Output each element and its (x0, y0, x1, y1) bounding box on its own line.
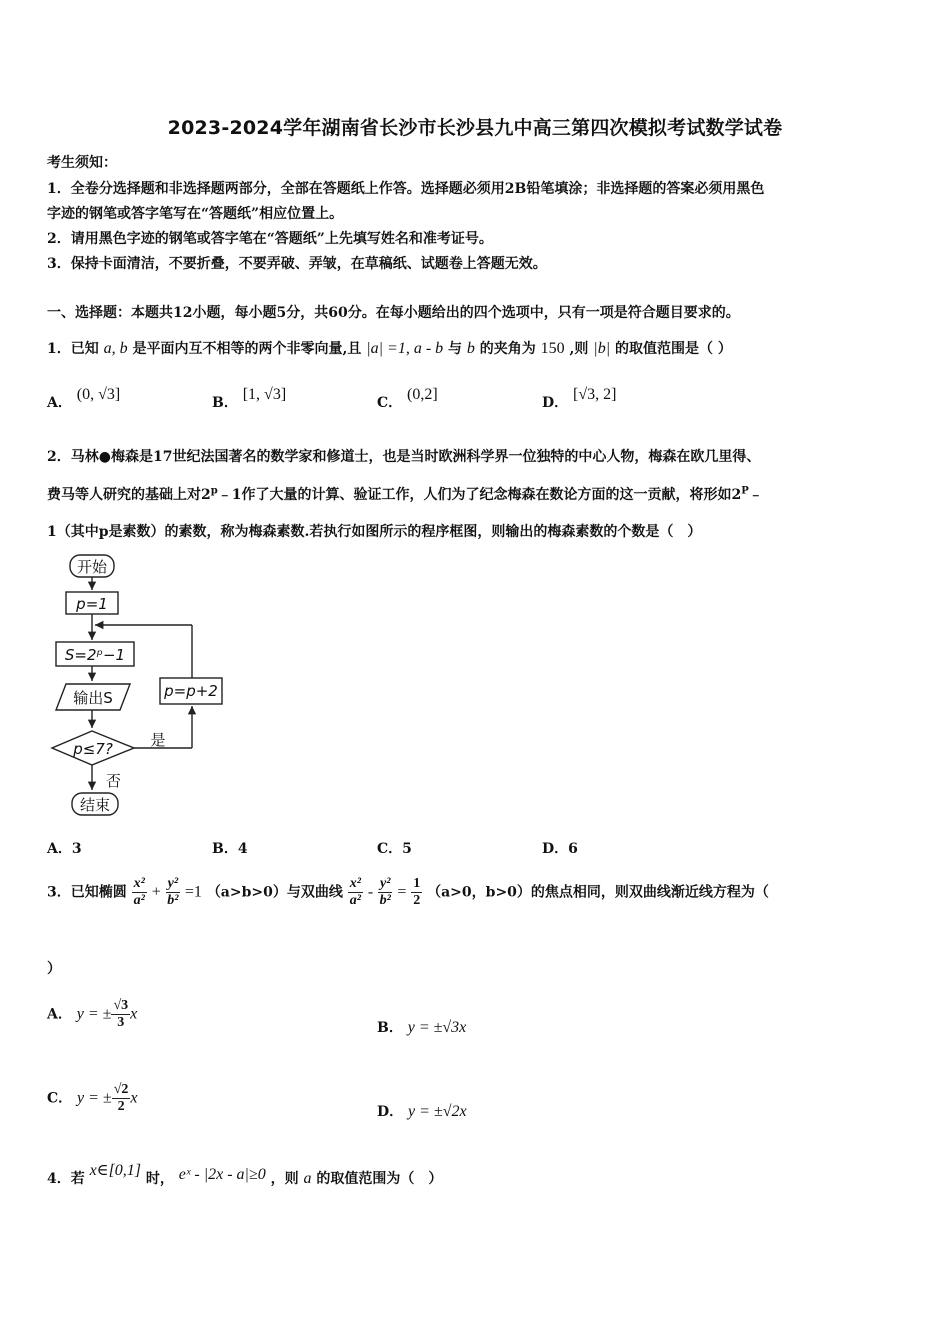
q2-option-c[interactable]: C．5 (377, 841, 412, 857)
q1-option-c[interactable]: C． (0,2] (377, 386, 438, 411)
question-3: 3．已知椭圆 $\frac{\text{x²}}{\text{a²}}$ + $\frac{\text{y²}}{\text{b²}}$ =1 （a>b>0）与双曲线 $\frac{\text{x²}}{\text{a²}}$ - $\frac{\text{y²}}{\text{b²}}$ = $\frac{1}{2}$ （a>0，b>0）的焦点相同，则双曲线渐近线方程为（ (47, 876, 769, 908)
hyperbola-frac-y: $\frac{\text{y²}}{\text{b²}}$ (379, 876, 391, 908)
flowchart-yes-label: 是 (150, 731, 166, 749)
question-2-line-2: 费马等人研究的基础上对2$^p$﹣1作了大量的计算、验证工作，人们为了纪念梅森在数论方面的这一贡献，将形如$2^P﹣$ (47, 485, 763, 503)
q1-math-cond: |a| =1, a - b (366, 340, 444, 357)
q3-option-a[interactable]: A． y = ± $\frac{√3}{3}$ x (47, 998, 138, 1030)
flowchart-no-label: 否 (106, 772, 122, 790)
flowchart-end-label: 结束 (79, 796, 111, 814)
section-heading: 一、选择题：本题共12小题，每小题5分，共60分。在每小题给出的四个选项中，只有一项是符合题目要求的。 (47, 305, 740, 321)
q1-text-6: 的取值范围是（ ） (614, 341, 732, 357)
q1-math-absb: |b| (593, 340, 611, 357)
ellipse-frac-y: $\frac{\text{y²}}{\text{b²}}$ (167, 876, 179, 908)
hyperbola-frac-half: $\frac{1}{2}$ (413, 876, 421, 908)
q1-text-4: 的夹角为 (479, 341, 536, 357)
q1-math-ab: a, b (103, 340, 128, 357)
flowchart-output-label: 输出S (73, 689, 113, 707)
q1-option-a[interactable]: A． (0, √3] (47, 386, 121, 411)
flowchart-start-label: 开始 (76, 558, 108, 576)
q1-text-1: 1．已知 (47, 341, 99, 357)
q3-option-c[interactable]: C． y = ± $\frac{√2}{2}$ x (47, 1082, 138, 1114)
notice-item-2: 2．请用黑色字迹的钢笔或答字笔在“答题纸”上先填写姓名和准考证号。 (47, 231, 493, 247)
notice-heading: 考生须知： (47, 155, 117, 171)
q1-option-b[interactable]: B． [1, √3] (212, 386, 287, 411)
page-title: 2023-2024学年湖南省长沙市长沙县九中高三第四次模拟考试数学试卷 (167, 117, 783, 139)
q2-option-d[interactable]: D．6 (542, 841, 578, 857)
question-3-close: ） (47, 961, 61, 977)
q1-option-d[interactable]: D． [√3, 2] (542, 386, 617, 411)
flowchart-update-label: p=p+2 (164, 682, 218, 700)
q2-option-b[interactable]: B．4 (212, 841, 248, 857)
notice-item-1-line-1: 1．全卷分选择题和非选择题两部分，全部在答题纸上作答。选择题必须用2B铅笔填涂；非选择题的答案必须用黑色 (47, 181, 765, 197)
q1-math-angle: 150 (540, 340, 565, 357)
question-4: 4．若 x∈[0,1] 时， eˣ - |2x - a|≥0 ，则 a 的取值范围为（ ） (47, 1162, 443, 1187)
flowchart (48, 550, 238, 822)
hyperbola-frac-x: $\frac{\text{x²}}{\text{a²}}$ (349, 876, 361, 908)
q1-text-2: 是平面内互不相等的两个非零向量,且 (132, 341, 362, 357)
notice-item-1-line-2: 字迹的钢笔或答字笔写在“答题纸”相应位置上。 (47, 206, 344, 222)
q1-text-3: 与 (448, 341, 463, 357)
q2-option-a[interactable]: A．3 (47, 841, 82, 857)
flowchart-assign-label: S=2ᵖ−1 (64, 646, 126, 664)
question-2-line-3: 1（其中p是素数）的素数，称为梅森素数.若执行如图所示的程序框图，则输出的梅森素数的个数是（ ） (47, 524, 702, 540)
q3-option-d[interactable]: D． y = ±√2x (377, 1103, 467, 1120)
flowchart-init-label: p=1 (76, 595, 108, 613)
q1-text-5: ,则 (569, 341, 589, 357)
question-2-line-1: 2．马林●梅森是17世纪法国著名的数学家和修道士，也是当时欧洲科学界一位独特的中心人物，梅森在欧几里得、 (47, 449, 761, 465)
question-1 (47, 338, 732, 358)
flowchart-condition-label: p≤7? (73, 740, 113, 758)
q3-option-b[interactable]: B． y = ±√3x (377, 1019, 467, 1036)
q1-math-b: b (466, 340, 475, 357)
notice-item-3: 3．保持卡面清洁，不要折叠，不要弄破、弄皱，在草稿纸、试题卷上答题无效。 (47, 256, 547, 272)
ellipse-frac-x: $\frac{\text{x²}}{\text{a²}}$ (133, 876, 145, 908)
